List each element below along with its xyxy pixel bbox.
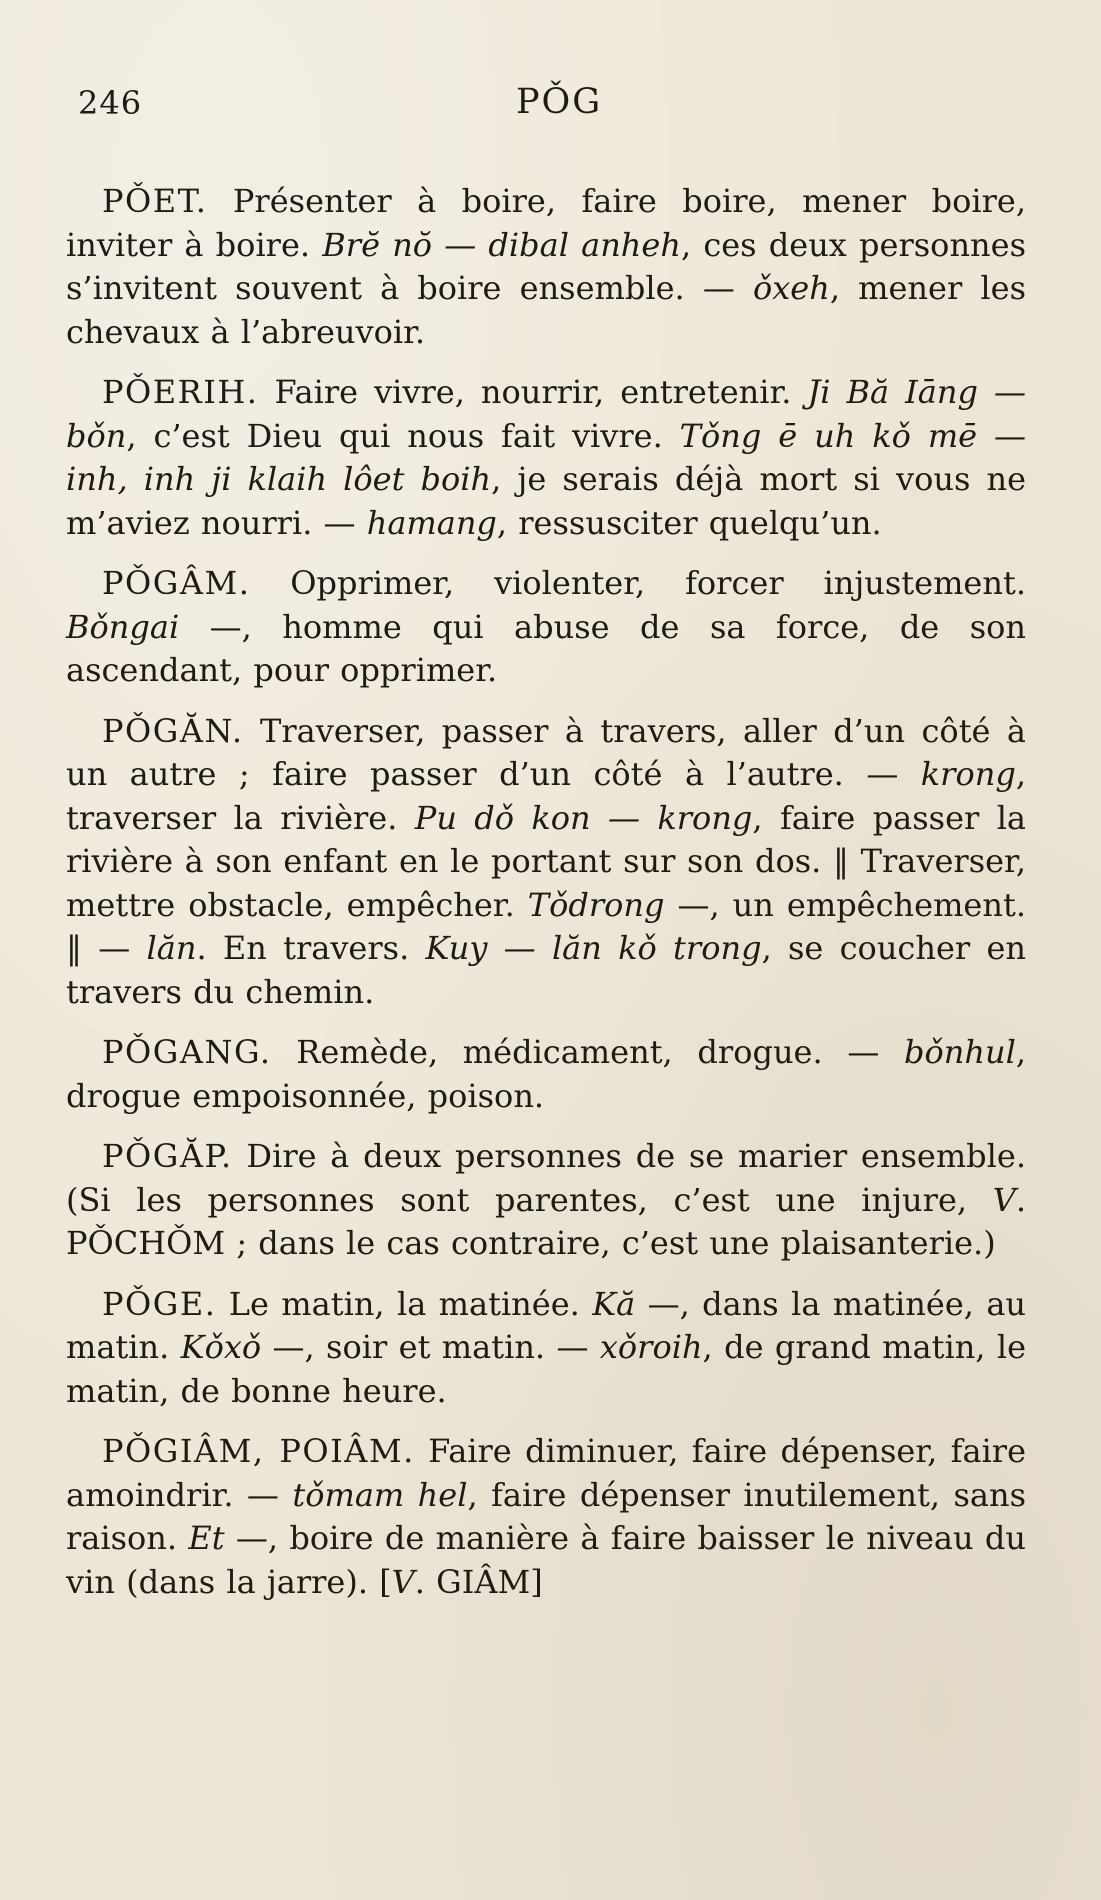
entry-headword: PǑGÂM. [102, 564, 251, 602]
entry-headword: PǑGĂP. [102, 1137, 233, 1175]
entry-example-text: Kă [592, 1284, 636, 1323]
running-head [66, 78, 1026, 138]
entry-example-text: lăn [146, 929, 197, 967]
entry-definition-text: —, un empêchement. ‖ — [66, 885, 1026, 967]
dictionary-page [66, 78, 1026, 1878]
entry-definition-text: , mener les chevaux à l’abreuvoir. [66, 269, 1027, 351]
dictionary-entry [66, 1430, 1026, 1604]
entry-definition-text: Le matin, la matinée. [228, 1284, 593, 1323]
dictionary-entry [66, 710, 1026, 1015]
entry-headword: PǑET. [102, 182, 208, 220]
dictionary-entry [66, 180, 1026, 354]
dictionary-entry [66, 371, 1026, 545]
entry-example-text: krong [920, 755, 1016, 793]
entry-definition-text: , ressusciter quelqu’un. [496, 503, 882, 542]
dictionary-entry [66, 1031, 1026, 1118]
entry-definition-text: Traverser, passer à travers, aller d’un côté à un autre ; faire passer d’un côté à l’autre. — [66, 711, 1027, 793]
entry-headword: PǑGĂN. [102, 711, 244, 750]
entry-example-text: xǒroih [599, 1328, 703, 1366]
entry-definition-text: , je serais déjà mort si vous ne m’aviez nourri. — [66, 460, 1027, 542]
entry-definition-text: —, dans la matinée, au matin. [66, 1284, 1026, 1366]
entry-definition-text: , c’est Dieu qui nous fait vivre. [126, 416, 680, 455]
dictionary-entry [66, 1135, 1026, 1266]
entry-definition-text: Faire vivre, nourrir, entretenir. [274, 373, 808, 411]
entry-definition-text: , se coucher en travers du chemin. [66, 929, 1027, 1011]
entry-example-text: Et [188, 1519, 225, 1557]
entry-headword: PǑERIH. [102, 373, 259, 411]
entry-example-text: V [391, 1562, 415, 1601]
entry-definition-text: , traverser la rivière. [66, 755, 1026, 837]
entry-example-text: bǒnhul [904, 1033, 1016, 1071]
entry-example-text: Ji Bă Iāng — bǒn [66, 373, 1027, 455]
entry-definition-text: Faire diminuer, faire dépenser, faire amoindrir. — [66, 1432, 1027, 1514]
entry-definition-text: , drogue empoisonnée, poison. [66, 1033, 1027, 1115]
entry-list [66, 180, 1026, 1604]
entry-definition-text: Remède, médicament, drogue. — [296, 1033, 905, 1071]
entry-headword: PǑGANG. [102, 1033, 272, 1071]
entry-definition-text: , de grand matin, le matin, de bonne heure. [66, 1328, 1027, 1410]
entry-example-text: Pu dǒ kon — krong [414, 798, 753, 837]
entry-example-text: Brĕ nŏ — dibal anheh [322, 225, 681, 264]
dictionary-entry [66, 1283, 1026, 1414]
entry-definition-text: Dire à deux personnes de se marier ensemble. (Si les personnes sont parentes, c’est une injure, [66, 1137, 1027, 1219]
entry-example-text: Kuy — lăn kǒ trong [425, 929, 762, 967]
entry-headword: PǑGE. [102, 1284, 217, 1323]
entry-definition-text: . En travers. [196, 929, 426, 967]
entry-definition-text: , faire dépenser inutilement, sans raison. [66, 1475, 1027, 1557]
entry-definition-text: Opprimer, violenter, forcer injustement. [290, 564, 1027, 602]
running-head-word: PǑG [516, 82, 603, 122]
entry-definition-text: . GIÂM] [414, 1562, 543, 1601]
entry-example-text: V [992, 1180, 1016, 1219]
entry-definition-text: —, boire de manière à faire baisser le niveau du vin (dans la jarre). [ [66, 1519, 1027, 1601]
entry-example-text: ǒxeh [752, 269, 830, 307]
dictionary-entry [66, 562, 1026, 693]
entry-definition-text: , ces deux personnes s’invitent souvent à boire ensemble. — [66, 225, 1027, 307]
entry-example-text: Tǒng ē uh kǒ mē — inh, inh ji klaih lôet boih [66, 416, 1026, 498]
entry-definition-text: Présenter à boire, faire boire, mener boire, inviter à boire. [66, 182, 1027, 264]
entry-example-text: Bǒngai [66, 607, 180, 646]
entry-example-text: Kǒxǒ [180, 1328, 262, 1366]
page-number: 246 [78, 84, 143, 122]
entry-definition-text: . PǑCHǑM ; dans le cas contraire, c’est une plaisanterie.) [66, 1180, 1026, 1262]
entry-definition-text: , faire passer la rivière à son enfant en le portant sur son dos. ‖ Traverser, mettre obstacle, empêcher. [66, 798, 1027, 924]
entry-example-text: tǒmam hel [292, 1475, 468, 1514]
entry-headword: PǑGIÂM, POIÂM. [102, 1432, 415, 1470]
entry-example-text: Tǒdrong [527, 885, 665, 924]
entry-definition-text: —, soir et matin. — [261, 1328, 600, 1366]
entry-definition-text: —, homme qui abuse de sa force, de son ascendant, pour opprimer. [66, 607, 1026, 689]
entry-example-text: hamang [366, 503, 497, 542]
